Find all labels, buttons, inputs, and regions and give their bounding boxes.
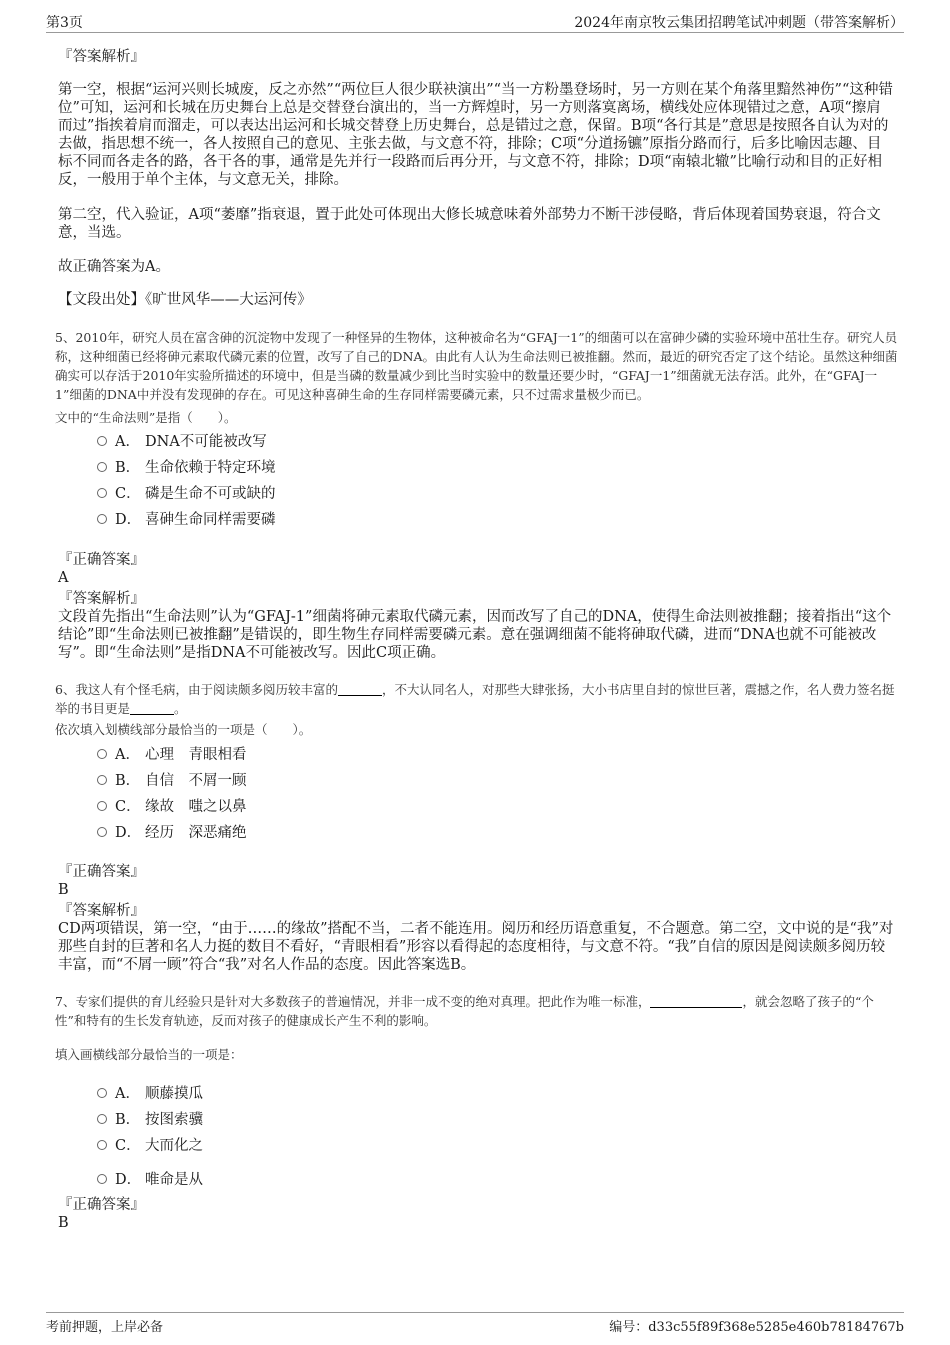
q7-stem: 7、专家们提供的育儿经验只是针对大多数孩子的普遍情况，并非一成不变的绝对真理。把此作为唯一标准， ，就会忽略了孩子的“个性”和特有的生长发育轨迹，反而对孩子的健康成长产生不利的影响。 — [55, 994, 874, 1028]
radio-icon[interactable] — [97, 436, 107, 446]
q7-answer-heading: 『正确答案』 — [58, 1197, 145, 1213]
fill-blank — [650, 993, 742, 1008]
q6-answer-heading: 『正确答案』 — [58, 864, 145, 880]
q4-analysis-p2: 第二空，代入验证，A项“萎靡”指衰退，置于此处可体现出大修长城意味着外部势力不断干涉侵略，背后体现着国势衰退，符合文意，当选。 — [58, 207, 881, 241]
q4-analysis-heading: 『答案解析』 — [58, 49, 145, 65]
q5-option-c[interactable]: C． 磷是生命不可或缺的 — [97, 482, 276, 503]
q5-option-a[interactable]: A． DNA不可能被改写 — [97, 430, 267, 451]
document-title: 2024年南京牧云集团招聘笔试冲刺题（带答案解析） — [574, 15, 904, 31]
q6-answer: B — [58, 882, 69, 898]
fill-blank — [338, 681, 382, 696]
radio-icon[interactable] — [97, 1088, 107, 1098]
radio-icon[interactable] — [97, 514, 107, 524]
q6-stem: 6、我这人有个怪毛病，由于阅读颇多阅历较丰富的 ，不大认同名人，对那些大肆张扬，大小书店里自封的惊世巨著，震撼之作，名人费力签名挺举的书目更是 。 — [55, 682, 895, 716]
q5-option-b[interactable]: B． 生命依赖于特定环境 — [97, 456, 276, 477]
header-rule — [46, 32, 904, 33]
q5-option-d[interactable]: D． 喜砷生命同样需要磷 — [97, 508, 276, 529]
q5-answer-heading: 『正确答案』 — [58, 552, 145, 568]
q6-option-c[interactable]: C． 缘故 嗤之以鼻 — [97, 795, 247, 816]
page-number: 第3页 — [46, 15, 83, 31]
radio-icon[interactable] — [97, 1174, 107, 1184]
q6-analysis-heading: 『答案解析』 — [58, 903, 145, 919]
q5-analysis: 文段首先指出“生命法则”认为“GFAJ-1”细菌将砷元素取代磷元素，因而改写了自己的DNA，使得生命法则被推翻；接着指出“这个结论”即“生命法则已被推翻”是错误的，即生物生存同样需要磷元素。意在强调细菌不能将砷取代磷，进而“DNA也就不可能被改写”。即“生命法则”是指DNA不可能被改写。因此C项正确。 — [58, 609, 892, 661]
q6-option-d[interactable]: D． 经历 深恶痛绝 — [97, 821, 247, 842]
q6-analysis: CD两项错误，第一空，“由于……的缘故”搭配不当，二者不能连用。阅历和经历语意重复，不合题意。第二空，文中说的是“我”对那些自封的巨著和名人力挺的数目不看好，“青眼相看”形容以看得起的态度相待，与文意不符。“我”自信的原因是阅读颇多阅历较丰富，而“不屑一顾”符合“我”对名人作品的态度。因此答案选B。 — [58, 921, 894, 973]
radio-icon[interactable] — [97, 1114, 107, 1124]
q5-prompt: 文中的“生命法则”是指（ ）。 — [55, 410, 237, 425]
radio-icon[interactable] — [97, 749, 107, 759]
q5-stem: 5、2010年，研究人员在富含砷的沉淀物中发现了一种怪异的生物体，这种被命名为“GFAJ一1”的细菌可以在富砷少磷的实验环境中茁壮生存。研究人员称，这种细菌已经将砷元素取代磷元素的位置，改写了自己的DNA。由此有人认为生命法则已被推翻。然而，最近的研究否定了这个结论。虽然这种细菌确实可以存活于2010年实验所描述的环境中，但是当磷的数量减少到比当时实验中的数量还要少时，“GFAJ一1”细菌就无法存活。此外，在“GFAJ一1”细菌的DNA中并没有发现砷的存在。可见这种喜砷生命的生存同样需要磷元素，只不过需求量极少而已。 — [55, 330, 898, 402]
q7-option-b[interactable]: B． 按图索骥 — [97, 1108, 203, 1129]
page-header — [0, 0, 950, 34]
q4-analysis-p3: 故正确答案为A。 — [58, 259, 170, 275]
q6-option-b[interactable]: B． 自信 不屑一顾 — [97, 769, 247, 790]
footer-slogan: 考前押题，上岸必备 — [46, 1320, 164, 1335]
q7-option-c[interactable]: C． 大而化之 — [97, 1134, 203, 1155]
q6-prompt: 依次填入划横线部分最恰当的一项是（ ）。 — [55, 722, 312, 737]
radio-icon[interactable] — [97, 775, 107, 785]
radio-icon[interactable] — [97, 462, 107, 472]
q5-analysis-heading: 『答案解析』 — [58, 591, 145, 607]
radio-icon[interactable] — [97, 1140, 107, 1150]
q7-answer: B — [58, 1215, 69, 1231]
fill-blank — [130, 700, 174, 715]
q4-analysis-p1: 第一空，根据“运河兴则长城废，反之亦然”“两位巨人很少联袂演出”“当一方粉墨登场时，另一方则在某个角落里黯然神伤”“这种错位”可知，运河和长城在历史舞台上总是交替登台演出的，当一方辉煌时，另一方则落寞离场，横线处应体现错过之意，A项“擦肩而过”指挨着肩而溜走，可以表达出运河和长城交替登上历史舞台，总是错过之意，保留。B项“各行其是”意思是按照各自认为对的去做，指思想不统一，各人按照自己的意见、主张去做，与文意不符，排除；C项“分道扬镳”原指分路而行，后多比喻因志趣、目标不同而各走各的路，各干各的事，通常是先并行一段路而后再分开，与文意不符，排除；D项“南辕北辙”比喻行动和目的正好相反，一般用于单个主体，与文意无关，排除。 — [58, 82, 893, 188]
q7-option-d[interactable]: D． 唯命是从 — [97, 1168, 203, 1189]
footer-serial: 编号：d33c55f89f368e5285e460b78184767b — [609, 1320, 904, 1335]
q6-option-a[interactable]: A． 心理 青眼相看 — [97, 743, 247, 764]
q7-prompt: 填入画横线部分最恰当的一项是： — [55, 1047, 243, 1062]
q4-source: 【文段出处】《旷世风华——大运河传》 — [58, 292, 312, 308]
footer-rule — [46, 1312, 904, 1313]
q7-option-a[interactable]: A． 顺藤摸瓜 — [97, 1082, 203, 1103]
q5-answer: A — [58, 570, 69, 586]
radio-icon[interactable] — [97, 801, 107, 811]
radio-icon[interactable] — [97, 488, 107, 498]
radio-icon[interactable] — [97, 827, 107, 837]
